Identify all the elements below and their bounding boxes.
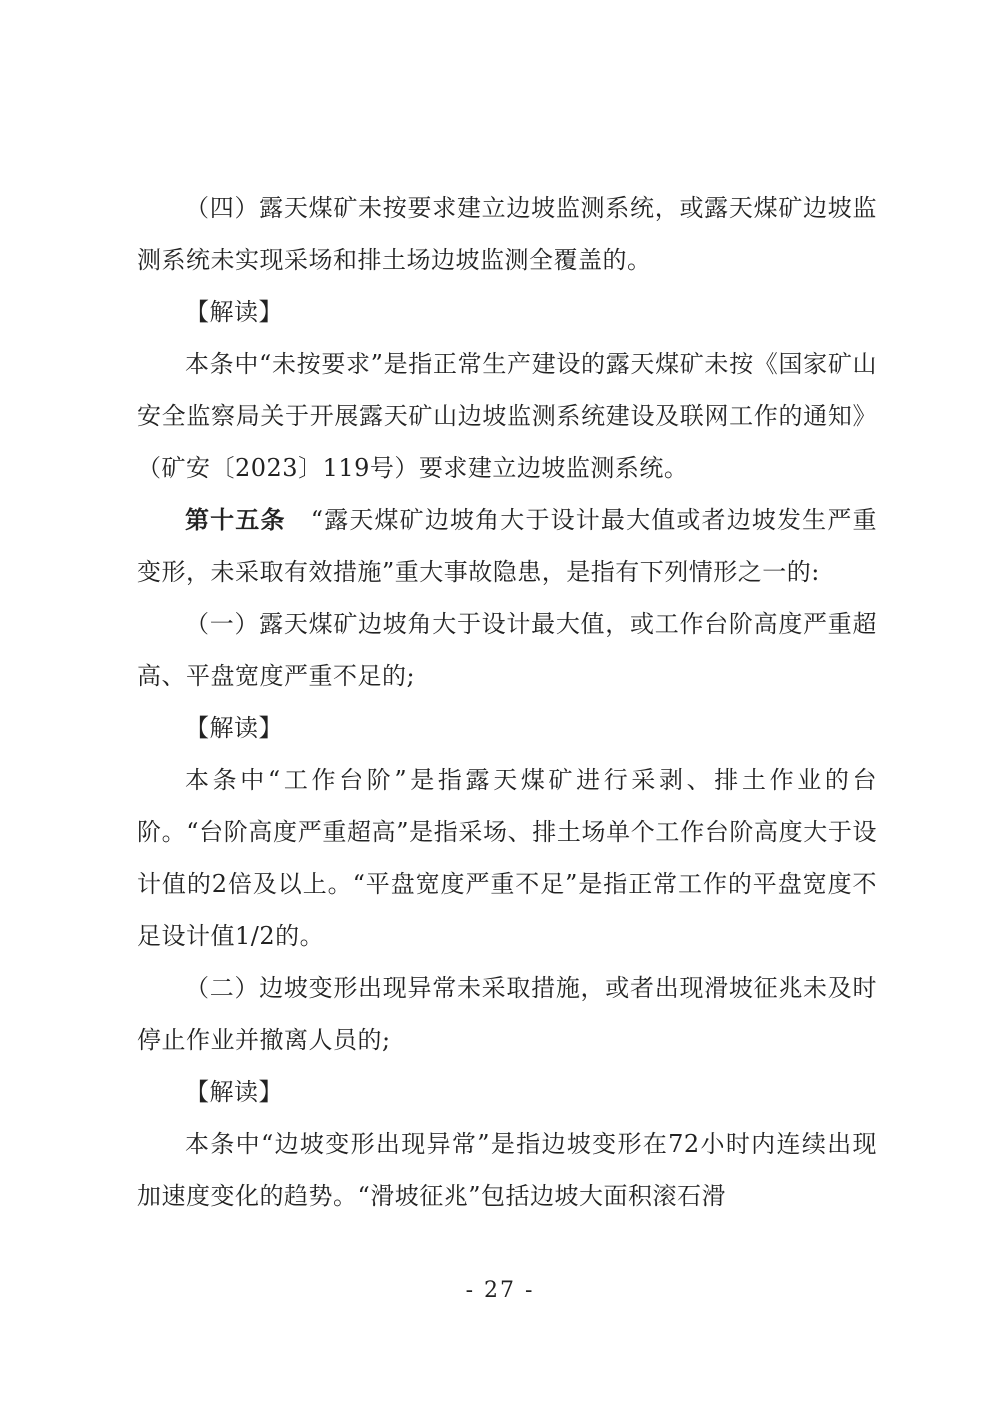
page-number: - 27 - bbox=[465, 1278, 535, 1303]
article-fifteen-paragraph bbox=[137, 494, 877, 598]
interpretation-paragraph: 本条中“未按要求”是指正常生产建设的露天煤矿未按《国家矿山安全监察局关于开展露天矿山边坡监测系统建设及联网工作的通知》（矿安〔2023〕119号）要求建立边坡监测系统。 bbox=[137, 350, 877, 482]
interpretation-label: 【解读】 bbox=[185, 714, 283, 742]
interpretation-label: 【解读】 bbox=[185, 298, 283, 326]
interpretation-paragraph: 本条中“工作台阶”是指露天煤矿进行采剥、排土作业的台阶。“台阶高度严重超高”是指采场、排土场单个工作台阶高度大于设计值的2倍及以上。“平盘宽度严重不足”是指正常工作的平盘宽度不足设计值1/2的。 bbox=[137, 766, 877, 950]
interpretation-paragraph: 本条中“边坡变形出现异常”是指边坡变形在72小时内连续出现加速度变化的趋势。“滑坡征兆”包括边坡大面积滚石滑 bbox=[137, 1130, 877, 1210]
article-number: 第十五条 bbox=[185, 506, 286, 534]
article-text: “露天煤矿边坡角大于设计最大值或者边坡发生严重变形，未采取有效措施”重大事故隐患，是指有下列情形之一的: bbox=[137, 506, 877, 586]
item-four-paragraph: （四）露天煤矿未按要求建立边坡监测系统，或露天煤矿边坡监测系统未实现采场和排土场边坡监测全覆盖的。 bbox=[137, 194, 877, 274]
interpretation-label: 【解读】 bbox=[185, 1078, 283, 1106]
document-body bbox=[137, 182, 877, 1222]
item-one-paragraph: （一）露天煤矿边坡角大于设计最大值，或工作台阶高度严重超高、平盘宽度严重不足的; bbox=[137, 610, 877, 690]
item-two-paragraph: （二）边坡变形出现异常未采取措施，或者出现滑坡征兆未及时停止作业并撤离人员的; bbox=[137, 974, 877, 1054]
